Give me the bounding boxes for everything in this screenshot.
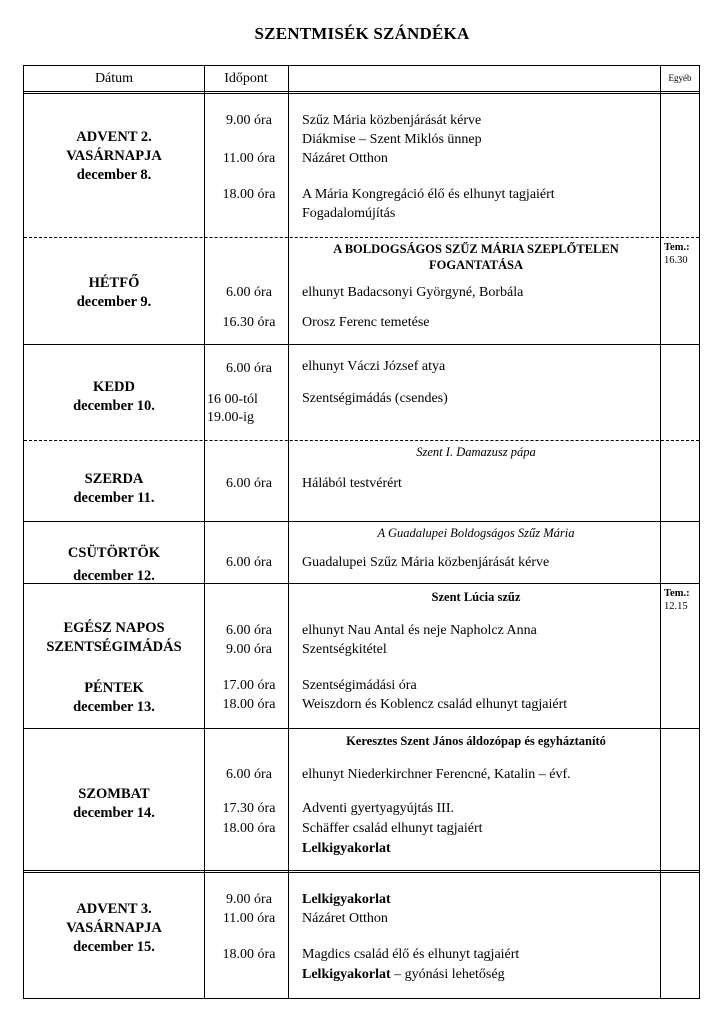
schedule-table (23, 65, 700, 999)
intention: Orosz Ferenc temetése (302, 315, 430, 330)
row-divider (24, 344, 699, 345)
column-divider (204, 66, 205, 998)
mass-time: 17.30 óra (222, 801, 276, 816)
header-other: Egyéb (668, 73, 692, 83)
intention: Lelkigyakorlat (302, 841, 391, 856)
mass-time: 16.30 óra (222, 315, 276, 330)
day-label: SZERDA december 11. (73, 471, 155, 506)
intention: Diákmise – Szent Miklós ünnep (302, 132, 482, 147)
mass-time: 6.00 óra (226, 361, 272, 376)
intention: Szűz Mária közbenjárását kérve (302, 113, 482, 128)
header-intention (288, 66, 660, 91)
intention: Magdics család élő és elhunyt tagjaiért (302, 947, 520, 962)
column-divider (288, 66, 289, 998)
intention: elhunyt Nau Antal és neje Napholcz Anna (302, 623, 537, 638)
intention: Lelkigyakorlat (302, 892, 391, 907)
row-divider (24, 870, 699, 873)
feast-title: A BOLDOGSÁGOS SZŰZ MÁRIA SZEPLŐTELEN FOGANTATÁSA (333, 242, 619, 272)
mass-time: 9.00 óra (226, 892, 272, 907)
row-divider (24, 237, 699, 238)
intention-rest: – gyónási lehetőség (390, 967, 505, 982)
other-note: Tem.: 16.30 (664, 242, 690, 266)
mass-time: 18.00 óra (222, 947, 276, 962)
day-label: EGÉSZ NAPOS SZENTSÉGIMÁDÁS (46, 620, 182, 655)
mass-time: 9.00 óra (226, 113, 272, 128)
mass-time: 9.00 óra (226, 642, 272, 657)
mass-time: 16 00-tól (207, 392, 258, 407)
intention: Szentségkitétel (302, 642, 387, 657)
intention: Názáret Otthon (302, 151, 388, 166)
mass-time: 17.00 óra (222, 678, 276, 693)
other-note: Tem.: 12.15 (664, 588, 690, 612)
intention-bold: Lelkigyakorlat (302, 967, 391, 982)
intention: elhunyt Badacsonyi Györgyné, Borbála (302, 285, 524, 300)
header-divider (24, 91, 699, 94)
feast-title: A Guadalupei Boldogságos Szűz Mária (377, 526, 575, 540)
day-label: PÉNTEK december 13. (73, 680, 155, 715)
mass-time: 6.00 óra (226, 476, 272, 491)
intention: Názáret Otthon (302, 911, 388, 926)
intention: Szentségimádási óra (302, 678, 417, 693)
intention: Szentségimádás (csendes) (302, 391, 448, 406)
mass-time: 19.00-ig (207, 410, 255, 425)
feast-title: Szent I. Damazusz pápa (416, 445, 536, 459)
mass-time: 11.00 óra (222, 911, 276, 926)
page-title: SZENTMISÉK SZÁNDÉKA (254, 24, 470, 43)
row-divider (24, 440, 699, 441)
mass-time: 18.00 óra (222, 697, 276, 712)
row-divider (24, 521, 699, 522)
intention: Weiszdorn és Koblencz család elhunyt tagjaiért (302, 697, 568, 712)
day-label: KEDD december 10. (73, 379, 155, 414)
intention: elhunyt Niederkirchner Ferencné, Katalin – évf. (302, 767, 571, 782)
feast-title: Szent Lúcia szűz (431, 590, 521, 604)
intention (302, 966, 505, 983)
mass-time: 6.00 óra (226, 623, 272, 638)
day-label: ADVENT 3. VASÁRNAPJA december 15. (66, 901, 162, 955)
mass-time: 11.00 óra (222, 151, 276, 166)
day-label: SZOMBAT december 14. (73, 786, 155, 821)
mass-time: 6.00 óra (226, 767, 272, 782)
intention: A Mária Kongregáció élő és elhunyt tagjaiért (302, 187, 555, 202)
intention: Schäffer család elhunyt tagjaiért (302, 821, 483, 836)
intention: Hálából testvérért (302, 476, 402, 491)
mass-time: 6.00 óra (226, 555, 272, 570)
day-label: CSÜTÖRTÖK december 12. (67, 545, 161, 584)
mass-time: 6.00 óra (226, 285, 272, 300)
day-label: HÉTFŐ december 9. (76, 275, 152, 310)
feast-title: Keresztes Szent János áldozópap és egyháztanító (346, 734, 606, 748)
column-divider (660, 66, 661, 998)
intention: elhunyt Váczi József atya (302, 359, 446, 374)
intention: Adventi gyertyagyújtás III. (302, 801, 455, 816)
intention: Fogadalomújítás (302, 206, 396, 221)
row-divider (24, 728, 699, 729)
day-label: ADVENT 2. VASÁRNAPJA december 8. (66, 129, 162, 183)
mass-time: 18.00 óra (222, 821, 276, 836)
header-time: Időpont (224, 71, 268, 86)
mass-time: 18.00 óra (222, 187, 276, 202)
header-date: Dátum (94, 71, 134, 86)
intention: Guadalupei Szűz Mária közbenjárását kérve (302, 555, 550, 570)
